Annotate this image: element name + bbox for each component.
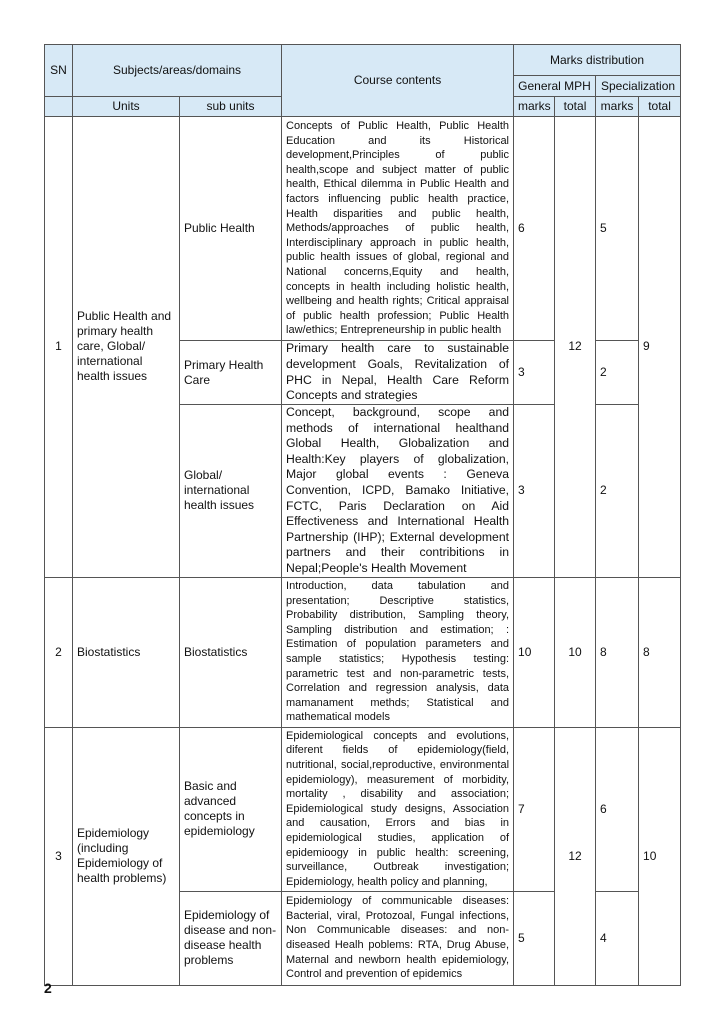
general-total: 12 <box>555 117 596 578</box>
unit-name: Biostatistics <box>73 577 180 727</box>
general-total: 12 <box>555 727 596 985</box>
header-sn: SN <box>45 45 73 97</box>
spec-marks: 8 <box>596 577 639 727</box>
row-sn: 3 <box>45 727 73 985</box>
spec-marks: 5 <box>596 117 639 341</box>
header-subjects: Subjects/areas/domains <box>73 45 282 97</box>
course-content: Primary health care to sustainable development Goals, Revitalization of PHC in Nepal, Health Care Reform Concepts and strategies <box>282 341 514 405</box>
spec-marks: 2 <box>596 405 639 578</box>
header-course-contents: Course contents <box>282 45 514 117</box>
sub-unit-name: Basic and advanced concepts in epidemiology <box>180 727 282 891</box>
header-general-total: total <box>555 97 596 117</box>
sub-unit-name: Biostatistics <box>180 577 282 727</box>
row-sn: 1 <box>45 117 73 578</box>
spec-marks: 4 <box>596 891 639 985</box>
header-sn-blank <box>45 97 73 117</box>
sub-unit-name: Primary Health Care <box>180 341 282 405</box>
course-content: Concept, background, scope and methods of international healthand Global Health, Globalization and Health:Key players of globalization, Major global events : Geneva Convention, ICPD, Bamako Initiative, FCTC, Paris Declaration on Aid Effectiveness and International Health Partnership (IHP); External development partners and their contribitions in Nepal;People's Health Movement <box>282 405 514 578</box>
spec-total: 9 <box>639 117 681 578</box>
unit-name: Epidemiology (including Epidemiology of health problems) <box>73 727 180 985</box>
header-spec-marks: marks <box>596 97 639 117</box>
general-marks: 7 <box>514 727 555 891</box>
table-row <box>45 577 681 727</box>
course-content: Epidemiology of communicable diseases: Bacterial, viral, Protozoal, Fungal infections, Non Communicable diseases: and non-diseased Healh poblems: RTA, Drug Abuse, Maternal and newborn health epidemiology, Control and prevention of epidemics <box>282 891 514 985</box>
header-specialization: Specialization <box>596 76 681 97</box>
general-marks: 3 <box>514 341 555 405</box>
table-row <box>45 727 681 891</box>
table-row <box>45 117 681 341</box>
header-units: Units <box>73 97 180 117</box>
page-number: 2 <box>44 980 52 996</box>
course-content: Introduction, data tabulation and presentation; Descriptive statistics, Probability distribution, Sampling theory, Sampling distribution and estimation; : Estimation of population parameters and sample statistics; Hypothesis testing: parametric test and non-parametric tests, Correlation and regression analysis, data mamanament methds; Statistical and mathematical models <box>282 577 514 727</box>
general-marks: 10 <box>514 577 555 727</box>
header-general-marks: marks <box>514 97 555 117</box>
general-total: 10 <box>555 577 596 727</box>
spec-total: 10 <box>639 727 681 985</box>
general-marks: 6 <box>514 117 555 341</box>
row-sn: 2 <box>45 577 73 727</box>
sub-unit-name: Global/ international health issues <box>180 405 282 578</box>
header-marks-distribution: Marks distribution <box>514 45 681 76</box>
general-marks: 5 <box>514 891 555 985</box>
spec-total: 8 <box>639 577 681 727</box>
general-marks: 3 <box>514 405 555 578</box>
spec-marks: 2 <box>596 341 639 405</box>
course-content: Concepts of Public Health, Public Health Education and its Historical development,Principles of public health,scope and subject matter of public health, Ethical dilemma in Public Health and factors influencing public health practice, Health disparities and public health, Methods/approaches of public health, Interdisciplinary approach in public health, public health issues of global, regional and National concerns,Equity and health, concepts in health including holistic health, wellbeing and health rights; Critical appraisal of public health profession; Public Health law/ethics; Entrepreneurship in public health <box>282 117 514 341</box>
course-content: Epidemiological concepts and evolutions, diferent fields of epidemiology(field, nutritional, social,reproductive, environmental epidemiology), measurement of morbidity, mortality , disability and association; Epidemiological study designs, Association and causation, Errors and bias in epidemiological studies, application of epidemioogy in public health: screening, surveillance, Outbreak investigation; Epidemiology, health policy and planning, <box>282 727 514 891</box>
header-general-mph: General MPH <box>514 76 596 97</box>
sub-unit-name: Public Health <box>180 117 282 341</box>
unit-name: Public Health and primary health care, Global/ international health issues <box>73 117 180 578</box>
spec-marks: 6 <box>596 727 639 891</box>
header-spec-total: total <box>639 97 681 117</box>
sub-unit-name: Epidemiology of disease and non-disease health problems <box>180 891 282 985</box>
header-sub-units: sub units <box>180 97 282 117</box>
syllabus-table <box>44 44 681 986</box>
